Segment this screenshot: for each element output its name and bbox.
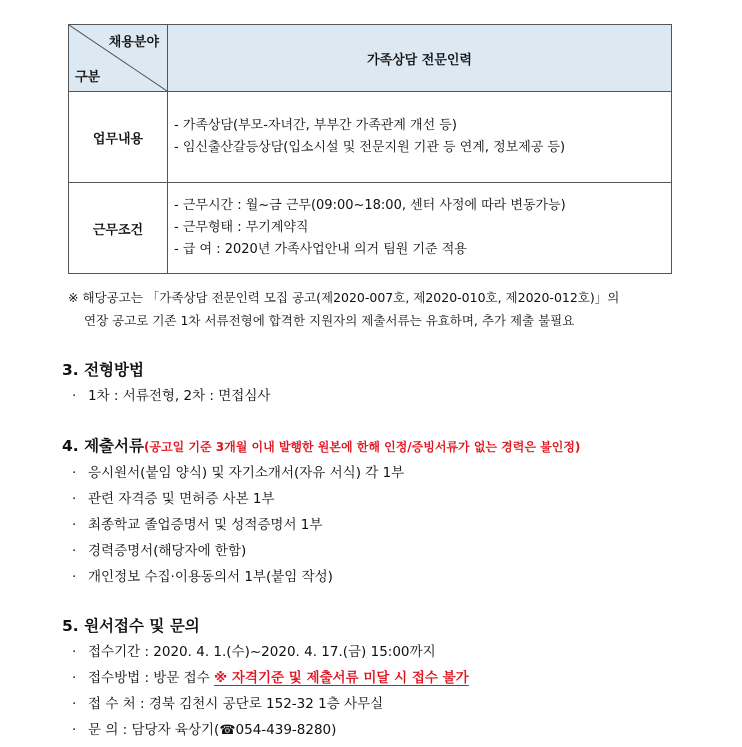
condition-line: - 근무형태 : 무기계약직 [174,220,309,235]
row-label-conditions: 근무조건 [69,183,168,274]
section-title-documents: 4. 제출서류(공고일 기준 3개월 이내 발행한 원본에 한해 인정/증빙서류가 없는 경력은 불인정) [62,437,581,455]
table-header-title: 가족상담 전문인력 [168,25,672,92]
note-line-2: 연장 공고로 기존 1차 서류전형에 합격한 지원자의 제출서류는 유효하며, 추가 제출 불필요 [84,313,575,328]
section-title-selection: 3. 전형방법 [62,361,144,379]
list-item: · 1차 : 서류전형, 2차 : 면접심사 [72,388,271,404]
condition-line: - 급 여 : 2020년 가족사업안내 의거 팀원 기준 적용 [174,242,467,257]
table-corner-cell [69,25,168,92]
row-content-conditions [168,183,672,274]
row-label-duties: 업무내용 [69,92,168,183]
notice-note [68,286,678,332]
table-row [69,183,672,274]
corner-label-field: 채용분야 [108,35,159,50]
list-item: · 응시원서(붙임 양식) 및 자기소개서(자유 서식) 각 1부 [72,465,405,481]
list-item: · 접수방법 : 방문 접수 ※ 자격기준 및 제출서류 미달 시 접수 불가 [72,670,469,686]
phone-icon: ☎ [219,723,236,738]
table-header-row [69,25,672,92]
list-item: · 접수기간 : 2020. 4. 1.(수)~2020. 4. 17.(금) 15:00까지 [72,644,436,660]
list-item: · 최종학교 졸업증명서 및 성적증명서 1부 [72,517,323,533]
section-title-application: 5. 원서접수 및 문의 [62,617,200,635]
application-warning: ※ 자격기준 및 제출서류 미달 시 접수 불가 [214,670,469,686]
list-item: · 경력증명서(해당자에 한함) [72,543,247,559]
corner-label-category: 구분 [75,70,101,85]
condition-line: - 근무시간 : 월~금 근무(09:00~18:00, 센터 사정에 따라 변동가능) [174,198,566,213]
list-item: · 관련 자격증 및 면허증 사본 1부 [72,491,275,507]
list-item: · 접 수 처 : 경북 김천시 공단로 152-32 1층 사무실 [72,696,384,712]
contact-phone: 054-439-8280 [235,722,332,738]
documents-note: (공고일 기준 3개월 이내 발행한 원본에 한해 인정/증빙서류가 없는 경력은 불인정) [143,440,581,454]
note-line-1: ※ 해당공고는 「가족상담 전문인력 모집 공고(제2020-007호, 제2020-010호, 제2020-012호)」의 [68,290,620,305]
duty-line: - 임신출산갈등상담(입소시설 및 전문지원 기관 등 연계, 정보제공 등) [174,140,566,155]
row-content-duties [168,92,672,183]
recruitment-table [68,24,672,274]
table-row [69,92,672,183]
duty-line: - 가족상담(부모-자녀간, 부부간 가족관계 개선 등) [174,118,457,133]
list-item: · 문 의 : 담당자 육상기(☎054-439-8280) [72,722,337,738]
list-item: · 개인정보 수집·이용동의서 1부(붙임 작성) [72,569,333,585]
